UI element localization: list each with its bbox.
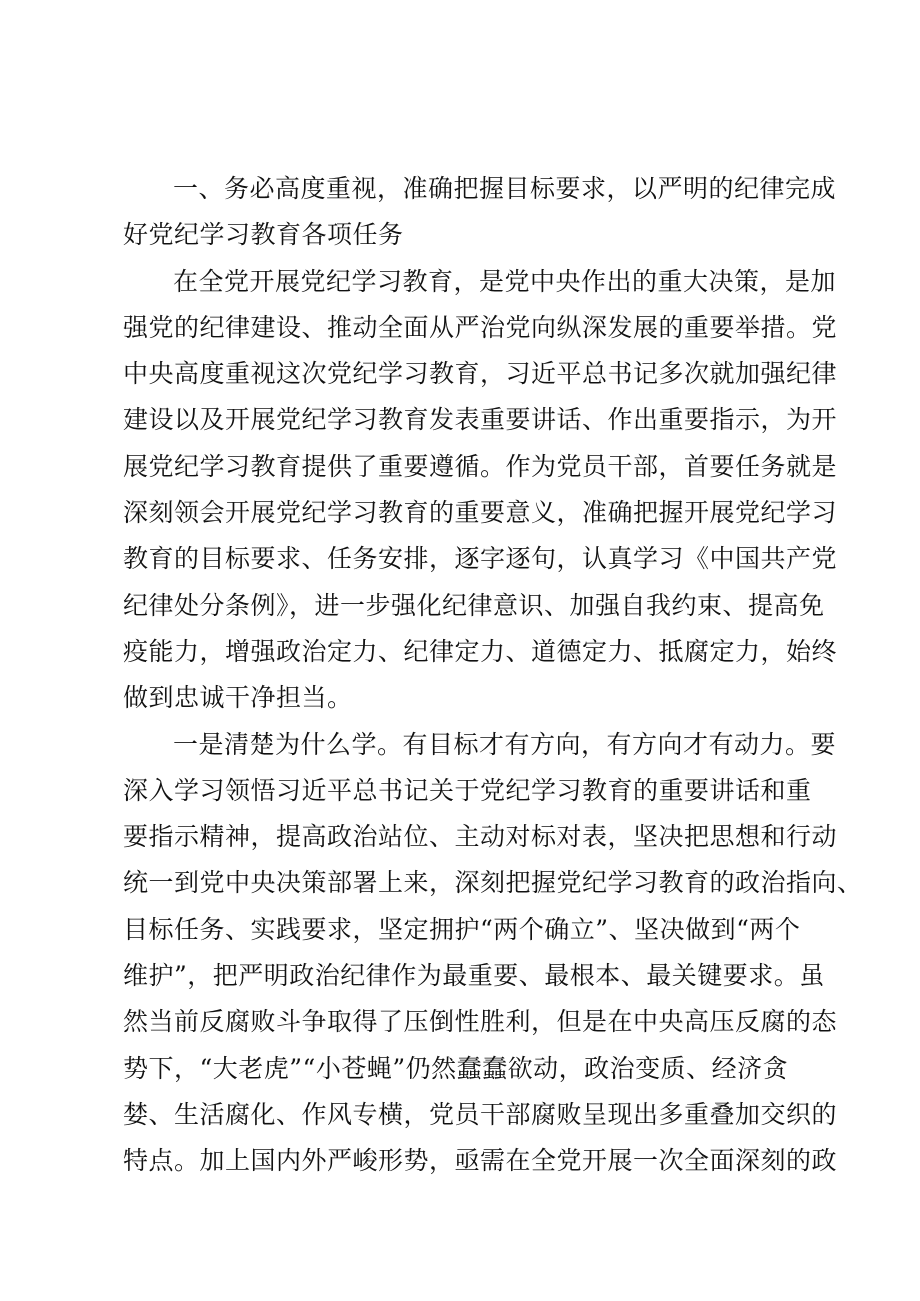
text-line: 目标任务、实践要求，坚定拥护“两个确立”、坚决做到“两个 bbox=[123, 914, 801, 944]
text-line: 维护”，把严明政治纪律作为最重要、最根本、最关键要求。虽 bbox=[123, 961, 825, 991]
text-line: 一是清楚为什么学。有目标才有方向，有方向才有动力。要 bbox=[173, 729, 837, 759]
text-line: 纪律处分条例》，进一步强化纪律意识、加强自我约束、提高免 bbox=[123, 590, 825, 620]
text-line: 特点。加上国内外严峻形势，亟需在全党开展一次全面深刻的政 bbox=[123, 1146, 838, 1176]
text-line: 做到忠诚干净担当。 bbox=[123, 683, 353, 713]
heading-line: 好党纪学习教育各项任务 bbox=[123, 220, 404, 250]
text-line: 深入学习领悟习近平总书记关于党纪学习教育的重要讲话和重 bbox=[123, 775, 812, 805]
text-line: 要指示精神，提高政治站位、主动对标对表，坚决把思想和行动 bbox=[123, 822, 838, 852]
text-line: 教育的目标要求、任务安排，逐字逐句，认真学习《中国共产党 bbox=[123, 544, 838, 574]
heading-line: 一、务必高度重视，准确把握目标要求，以严明的纪律完成 bbox=[173, 174, 837, 203]
text-line: 疫能力，增强政治定力、纪律定力、道德定力、抵腐定力，始终 bbox=[123, 636, 838, 666]
document-body bbox=[123, 166, 863, 1185]
paragraph-why-study bbox=[123, 722, 863, 1185]
section-heading bbox=[123, 166, 837, 259]
text-line: 深刻领会开展党纪学习教育的重要意义，准确把握开展党纪学习 bbox=[123, 498, 838, 528]
text-line: 然当前反腐败斗争取得了压倒性胜利，但是在中央高压反腐的态 bbox=[123, 1007, 838, 1037]
text-line: 在全党开展党纪学习教育，是党中央作出的重大决策，是加 bbox=[173, 266, 837, 296]
text-line: 强党的纪律建设、推动全面从严治党向纵深发展的重要举措。党 bbox=[123, 312, 838, 342]
text-line: 婪、生活腐化、作风专横，党员干部腐败呈现出多重叠加交织的 bbox=[123, 1099, 838, 1129]
text-line: 展党纪学习教育提供了重要遵循。作为党员干部，首要任务就是 bbox=[123, 451, 838, 481]
text-line: 建设以及开展党纪学习教育发表重要讲话、作出重要指示，为开 bbox=[123, 405, 838, 435]
text-line: 统一到党中央决策部署上来，深刻把握党纪学习教育的政治指向、 bbox=[123, 868, 863, 898]
paragraph-party-discipline-education bbox=[123, 259, 838, 722]
text-line: 势下，“大老虎”“小苍蝇”仍然蠢蠢欲动，政治变质、经济贪 bbox=[123, 1053, 789, 1083]
text-line: 中央高度重视这次党纪学习教育，习近平总书记多次就加强纪律 bbox=[123, 359, 838, 389]
